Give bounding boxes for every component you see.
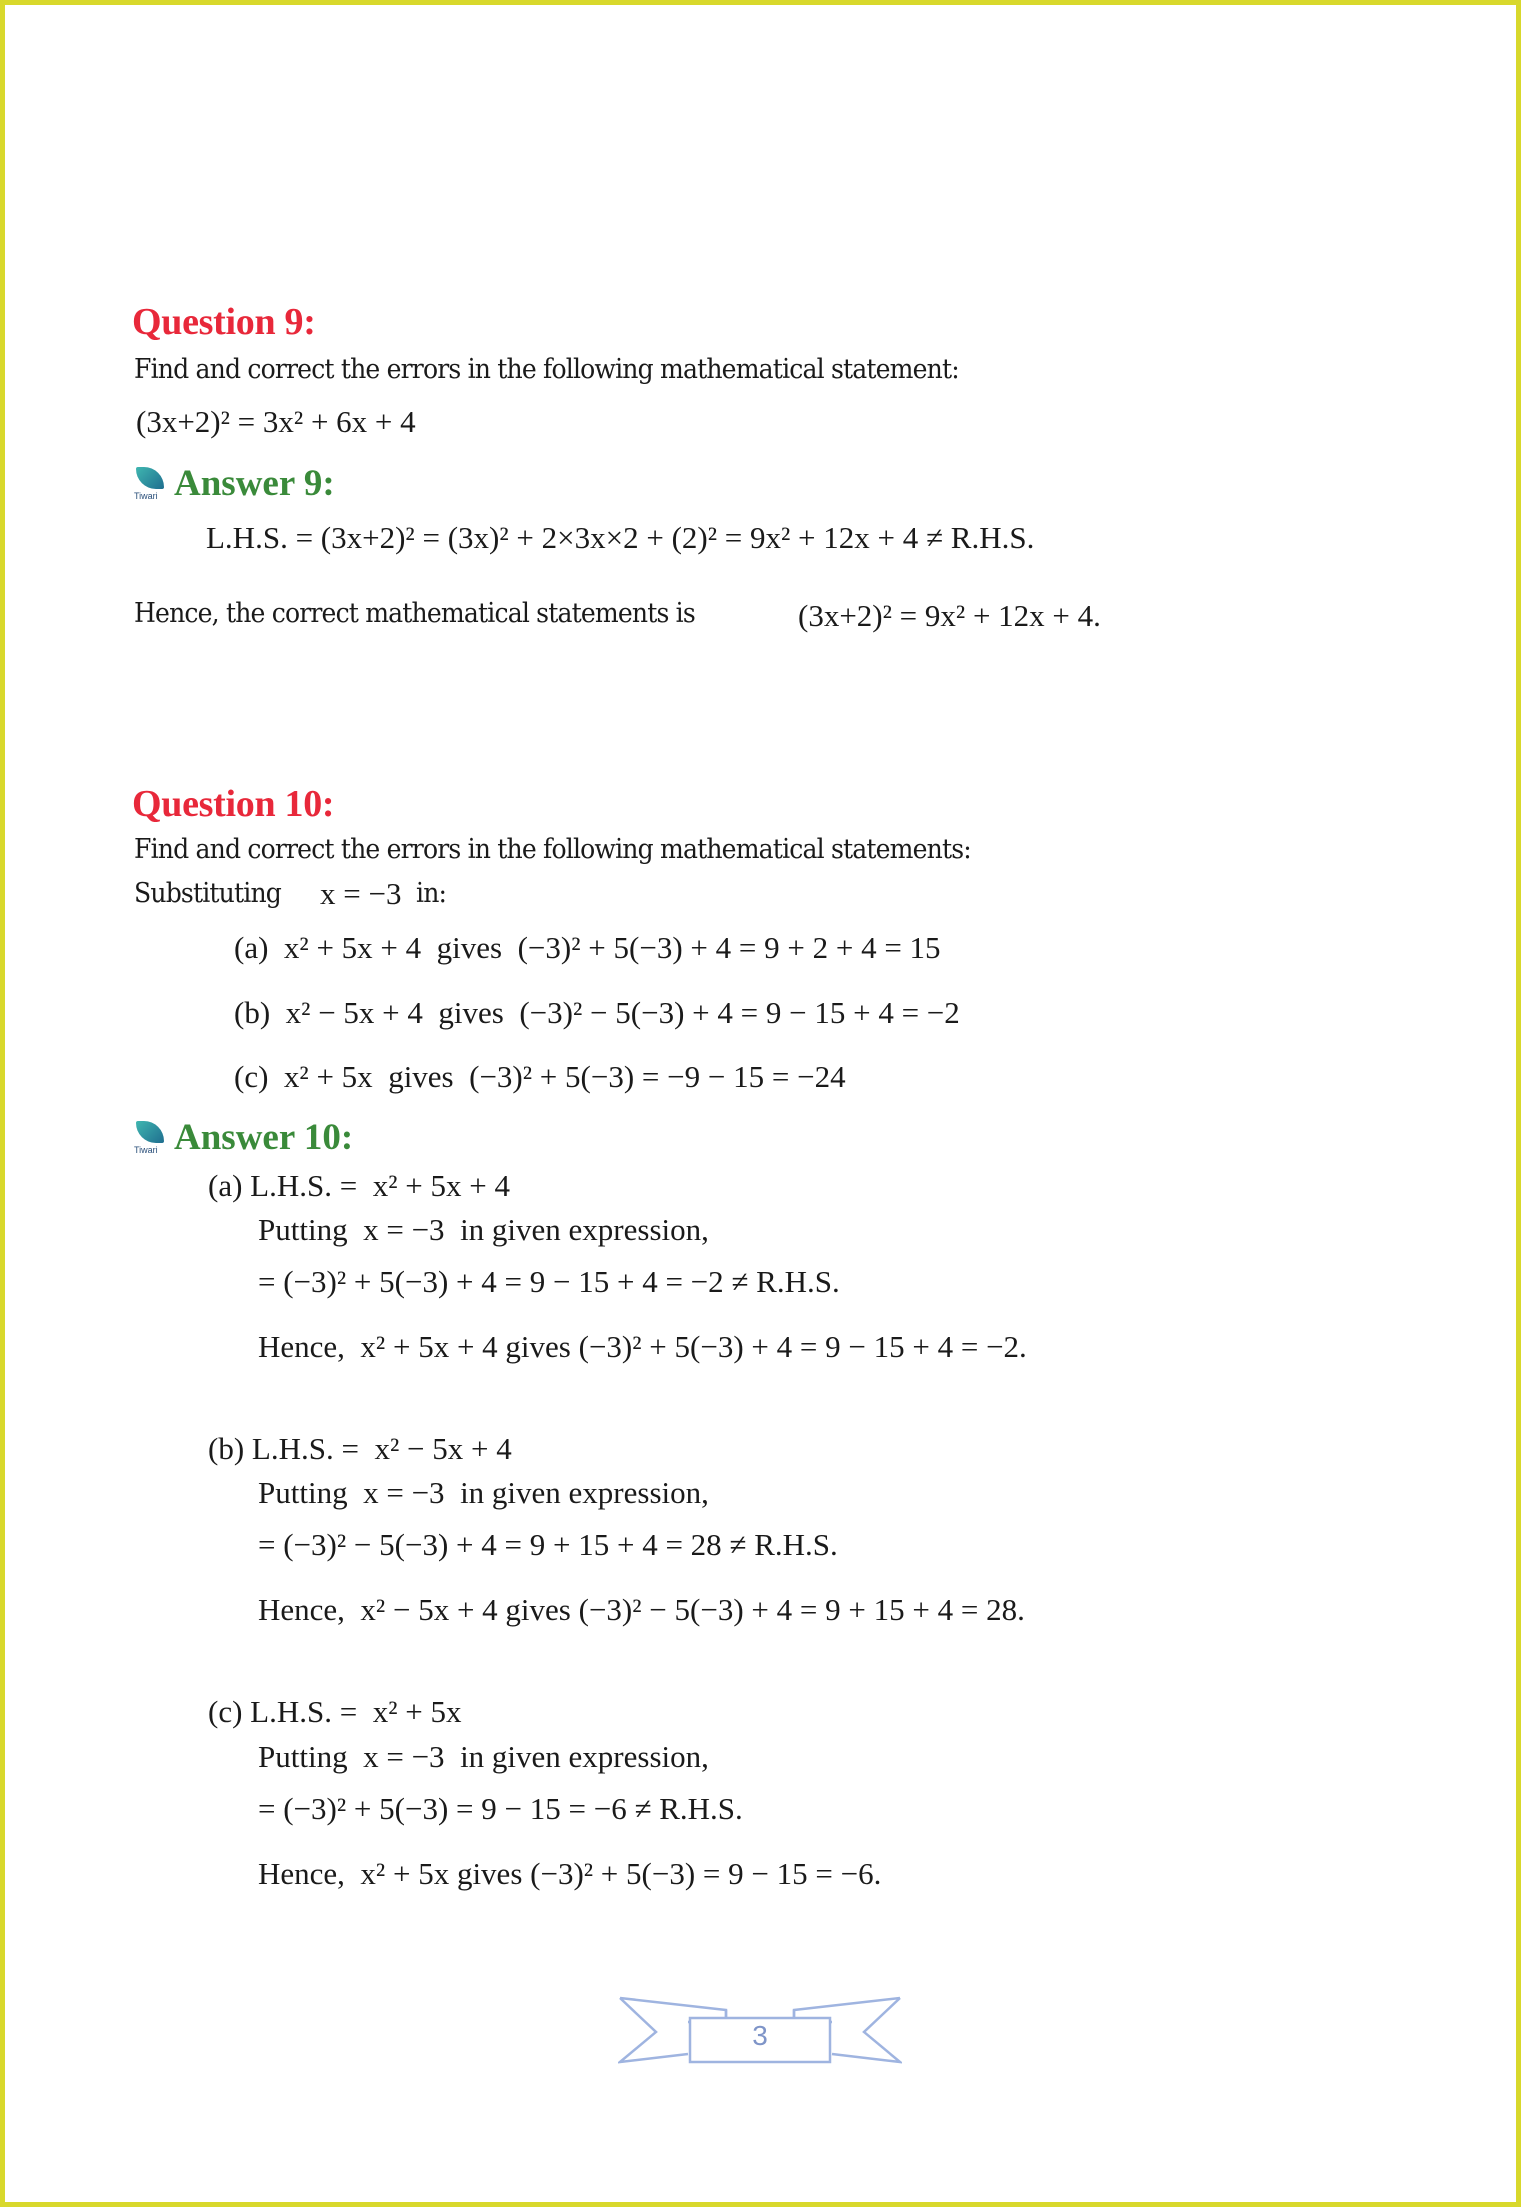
hence-math: x² + 5x gives (−3)² + 5(−3) = 9 − 15 = −6.	[360, 1856, 882, 1891]
putting-tail: in given expression,	[460, 1212, 709, 1247]
putting-tail: in given expression,	[460, 1739, 709, 1774]
question-10-heading: Question 10:	[132, 783, 335, 825]
substituting-tail: in:	[416, 878, 447, 909]
part-result: (−3)² + 5(−3) + 4 = 9 + 2 + 4 = 15	[517, 930, 941, 965]
answer-10-c-lhs	[208, 1694, 461, 1730]
hence-math: x² − 5x + 4 gives (−3)² − 5(−3) + 4 = 9 + 15 + 4 = 28.	[360, 1592, 1025, 1627]
part-label: (a)	[234, 930, 269, 965]
putting-label: Putting	[258, 1212, 348, 1247]
tiwari-logo-icon	[134, 467, 166, 501]
putting-value: x = −3	[363, 1475, 445, 1510]
question-10-part-b	[234, 995, 960, 1031]
putting-tail: in given expression,	[460, 1475, 709, 1510]
logo-label: Tiwari	[134, 1144, 158, 1155]
putting-label: Putting	[258, 1739, 348, 1774]
answer-10-a-lhs	[208, 1168, 510, 1204]
page-number-ribbon	[618, 1990, 902, 2068]
substituting-label: Substituting	[134, 878, 282, 909]
answer-10-c-putting	[258, 1739, 709, 1775]
part-result: (−3)² − 5(−3) + 4 = 9 − 15 + 4 = −2	[519, 995, 960, 1030]
substituting-value: x = −3	[320, 876, 402, 911]
question-10-part-a	[234, 930, 941, 966]
part-label: (c)	[208, 1694, 243, 1729]
answer-9-conclusion-math: (3x+2)² = 9x² + 12x + 4.	[798, 598, 1101, 633]
hence-label: Hence,	[258, 1856, 345, 1891]
answer-10-c-eval: = (−3)² + 5(−3) = 9 − 15 = −6 ≠ R.H.S.	[258, 1791, 743, 1826]
question-10-part-c	[234, 1059, 846, 1095]
question-10-substituting	[134, 878, 292, 909]
question-9-statement: (3x+2)² = 3x² + 6x + 4	[136, 404, 416, 439]
answer-9-heading: Answer 9:	[174, 463, 335, 504]
answer-10-b-hence	[258, 1592, 1025, 1628]
lhs-expr: x² + 5x	[372, 1694, 462, 1729]
question-9-heading: Question 9:	[132, 301, 316, 343]
part-result: (−3)² + 5(−3) = −9 − 15 = −24	[469, 1059, 846, 1094]
answer-9-lhs-line: L.H.S. = (3x+2)² = (3x)² + 2×3x×2 + (2)² = 9x² + 12x + 4 ≠ R.H.S.	[206, 520, 1035, 555]
answer-10-a-hence	[258, 1329, 1027, 1365]
question-10-prompt: Find and correct the errors in the following mathematical statements:	[134, 834, 971, 865]
putting-value: x = −3	[363, 1212, 445, 1247]
lhs-label: L.H.S. =	[251, 1431, 359, 1466]
hence-label: Hence,	[258, 1592, 345, 1627]
leaf-icon	[136, 1121, 164, 1143]
answer-10-heading-row	[134, 1116, 353, 1159]
part-expr: x² + 5x + 4	[283, 930, 422, 965]
answer-10-a-eval: = (−3)² + 5(−3) + 4 = 9 − 15 + 4 = −2 ≠ R.H.S.	[258, 1264, 840, 1299]
answer-9-conclusion-text: Hence, the correct mathematical statements is	[134, 598, 695, 629]
leaf-icon	[136, 467, 164, 489]
answer-9-heading-row	[134, 462, 335, 505]
lhs-expr: x² + 5x + 4	[372, 1168, 510, 1203]
part-label: (b)	[234, 995, 271, 1030]
hence-label: Hence,	[258, 1329, 345, 1364]
question-9-prompt: Find and correct the errors in the following mathematical statement:	[134, 354, 959, 385]
part-gives: gives	[388, 1059, 454, 1094]
part-expr: x² + 5x	[283, 1059, 373, 1094]
answer-10-heading: Answer 10:	[174, 1117, 354, 1158]
tiwari-logo-icon	[134, 1121, 166, 1155]
part-label: (c)	[234, 1059, 269, 1094]
lhs-label: L.H.S. =	[250, 1168, 358, 1203]
part-gives: gives	[438, 995, 504, 1030]
answer-10-c-hence	[258, 1856, 881, 1892]
lhs-expr: x² − 5x + 4	[374, 1431, 512, 1466]
putting-label: Putting	[258, 1475, 348, 1510]
answer-9-conclusion	[134, 598, 737, 629]
answer-10-b-lhs	[208, 1431, 512, 1467]
putting-value: x = −3	[363, 1739, 445, 1774]
answer-10-b-putting	[258, 1475, 709, 1511]
part-expr: x² − 5x + 4	[285, 995, 423, 1030]
part-label: (b)	[208, 1431, 245, 1466]
logo-label: Tiwari	[134, 490, 158, 501]
answer-10-a-putting	[258, 1212, 709, 1248]
part-label: (a)	[208, 1168, 243, 1203]
part-gives: gives	[436, 930, 503, 965]
page-number: 3	[752, 2020, 768, 2051]
hence-math: x² + 5x + 4 gives (−3)² + 5(−3) + 4 = 9 − 15 + 4 = −2.	[360, 1329, 1027, 1364]
lhs-label: L.H.S. =	[250, 1694, 358, 1729]
answer-10-b-eval: = (−3)² − 5(−3) + 4 = 9 + 15 + 4 = 28 ≠ R.H.S.	[258, 1527, 838, 1562]
